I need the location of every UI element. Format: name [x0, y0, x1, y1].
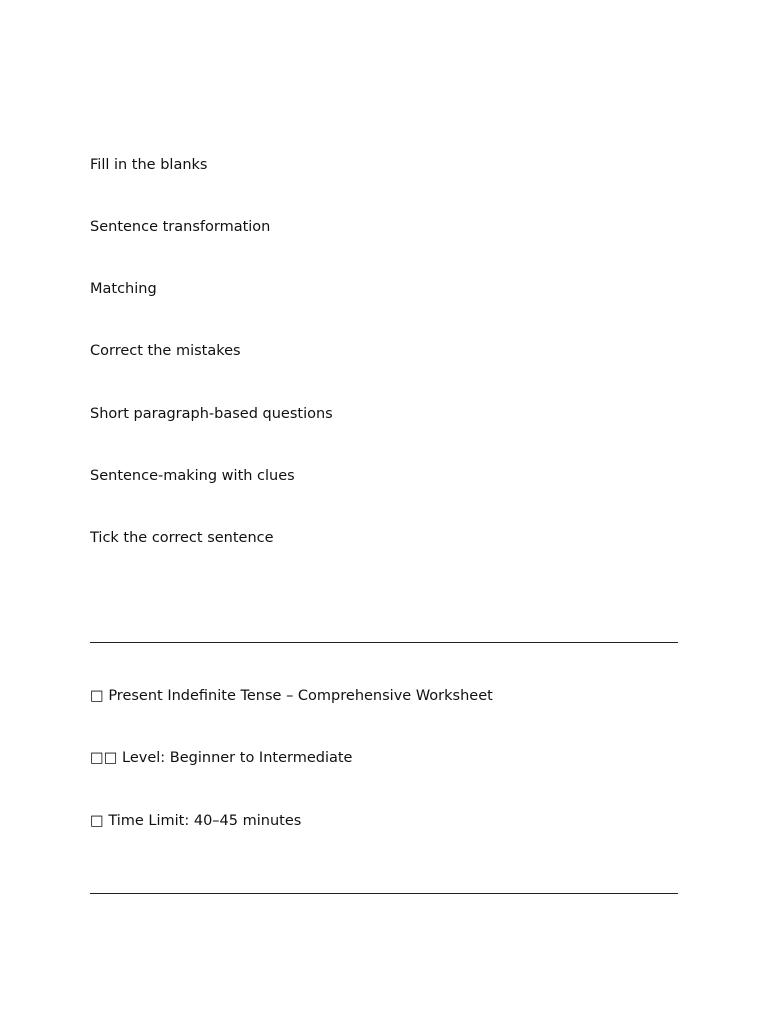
worksheet-title [90, 687, 493, 705]
horizontal-divider [90, 642, 678, 643]
exercise-type-item: Tick the correct sentence [90, 530, 274, 546]
exercise-type-item: Matching [90, 281, 157, 297]
exercise-type-item: Fill in the blanks [90, 157, 208, 173]
missing-glyph-icon: □ [90, 688, 104, 704]
worksheet-title-text: Present Indefinite Tense – Comprehensive Worksheet [108, 688, 493, 704]
exercise-type-item: Sentence-making with clues [90, 468, 295, 484]
exercise-type-item: Short paragraph-based questions [90, 406, 333, 422]
horizontal-divider [90, 893, 678, 894]
worksheet-time-limit [90, 812, 301, 830]
missing-glyph-icon: □□ [90, 750, 118, 766]
worksheet-level-text: Level: Beginner to Intermediate [122, 750, 353, 766]
exercise-type-item: Sentence transformation [90, 219, 271, 235]
worksheet-time-text: Time Limit: 40–45 minutes [108, 813, 302, 829]
exercise-type-item: Correct the mistakes [90, 343, 241, 359]
worksheet-level [90, 749, 352, 767]
missing-glyph-icon: □ [90, 813, 104, 829]
